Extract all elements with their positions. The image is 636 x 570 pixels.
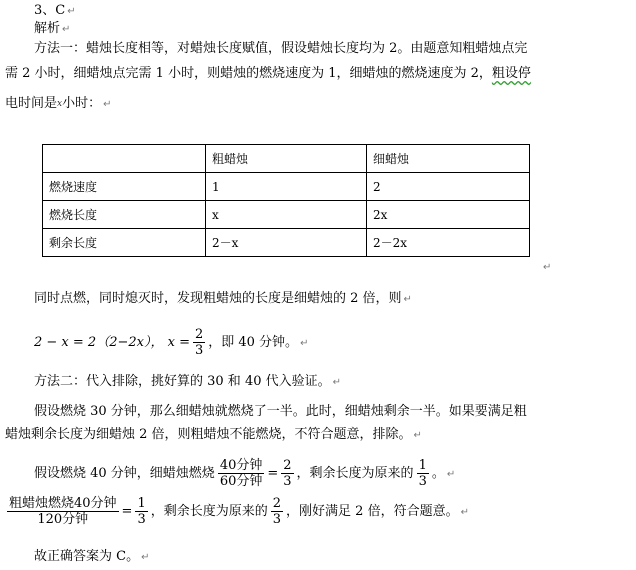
table-cell: 2－2x: [367, 229, 530, 257]
table-header-row: [43, 145, 530, 173]
method2-line: 方法二：代入排除，挑好算的 30 和 40 代入验证。 ↵: [34, 374, 342, 389]
para3-line: 假设燃烧 40 分钟，细蜡烛燃烧 $\frac{\text{40分钟}}{\text{60分钟}}$ = $\frac{2}{3}$ ，剩余长度为原来的 $\frac{1}{3}$ 。 ↵: [34, 458, 456, 489]
table-end-mark: ↵: [543, 262, 552, 273]
table-cell: 剩余长度: [43, 229, 206, 257]
method1-line2: 需 2 小时，细蜡烛点完需 1 小时，则蜡烛的燃烧速度为 1，细蜡烛的燃烧速度为 2，粗设停: [5, 66, 531, 81]
para4-line: $\frac{\text{粗蜡烛燃烧40分钟}}{\text{120分钟}}$ = $\frac{1}{3}$ ，剩余长度为原来的 $\frac{2}{3}$ ，刚好满足 2 倍，符合题意。 ↵: [9, 496, 469, 527]
fraction: $\frac{\text{粗蜡烛燃烧40分钟}}{\text{120分钟}}$: [9, 496, 117, 527]
para2-line2: 蜡烛剩余长度为细蜡烛 2 倍，则粗蜡烛不能燃烧，不符合题意，排除。 ↵: [5, 427, 422, 442]
question-number: 3、C ↵: [34, 3, 76, 18]
fraction: $\frac{2}{3}$: [194, 327, 204, 358]
para-same-time: 同时点燃，同时熄灭时，发现粗蜡烛的长度是细蜡烛的 2 倍，则 ↵: [34, 291, 412, 306]
fraction: $\frac{2}{3}$: [283, 458, 292, 489]
table-row: [43, 173, 530, 201]
analysis-heading: 解析 ↵: [34, 21, 71, 36]
fraction: $\frac{1}{3}$: [418, 458, 427, 489]
conclusion-line: 故正确答案为 C。 ↵: [34, 549, 150, 564]
table-cell: 粗蜡烛: [206, 145, 367, 173]
para2-line1: 假设燃烧 30 分钟，那么细蜡烛就燃烧了一半。此时，细蜡烛剩余一半。如果要满足粗: [34, 404, 527, 419]
table-cell: 细蜡烛: [367, 145, 530, 173]
table-cell: [43, 145, 206, 173]
table-row: [43, 201, 530, 229]
table-cell: 2x: [367, 201, 530, 229]
fraction: $\frac{\text{40分钟}}{\text{60分钟}}$: [219, 458, 263, 489]
fraction: $\frac{1}{3}$: [137, 496, 146, 527]
table-row: [43, 229, 530, 257]
table-cell: 2: [367, 173, 530, 201]
candle-table: [42, 144, 530, 257]
method1-line3: 电时间是$^x$小时： ↵: [5, 96, 112, 111]
table-cell: 1: [206, 173, 367, 201]
method1-line1: 方法一：蜡烛长度相等，对蜡烛长度赋值，假设蜡烛长度均为 2。由题意知粗蜡烛点完: [34, 41, 528, 56]
fraction: $\frac{2}{3}$: [272, 496, 282, 527]
equation-line: 2 − x = 2（2−2x）， x = $\frac{2}{3}$ ，即 40 分钟。 ↵: [34, 327, 309, 358]
table-cell: 2－x: [206, 229, 367, 257]
table-cell: 燃烧长度: [43, 201, 206, 229]
table-cell: x: [206, 201, 367, 229]
table-cell: 燃烧速度: [43, 173, 206, 201]
